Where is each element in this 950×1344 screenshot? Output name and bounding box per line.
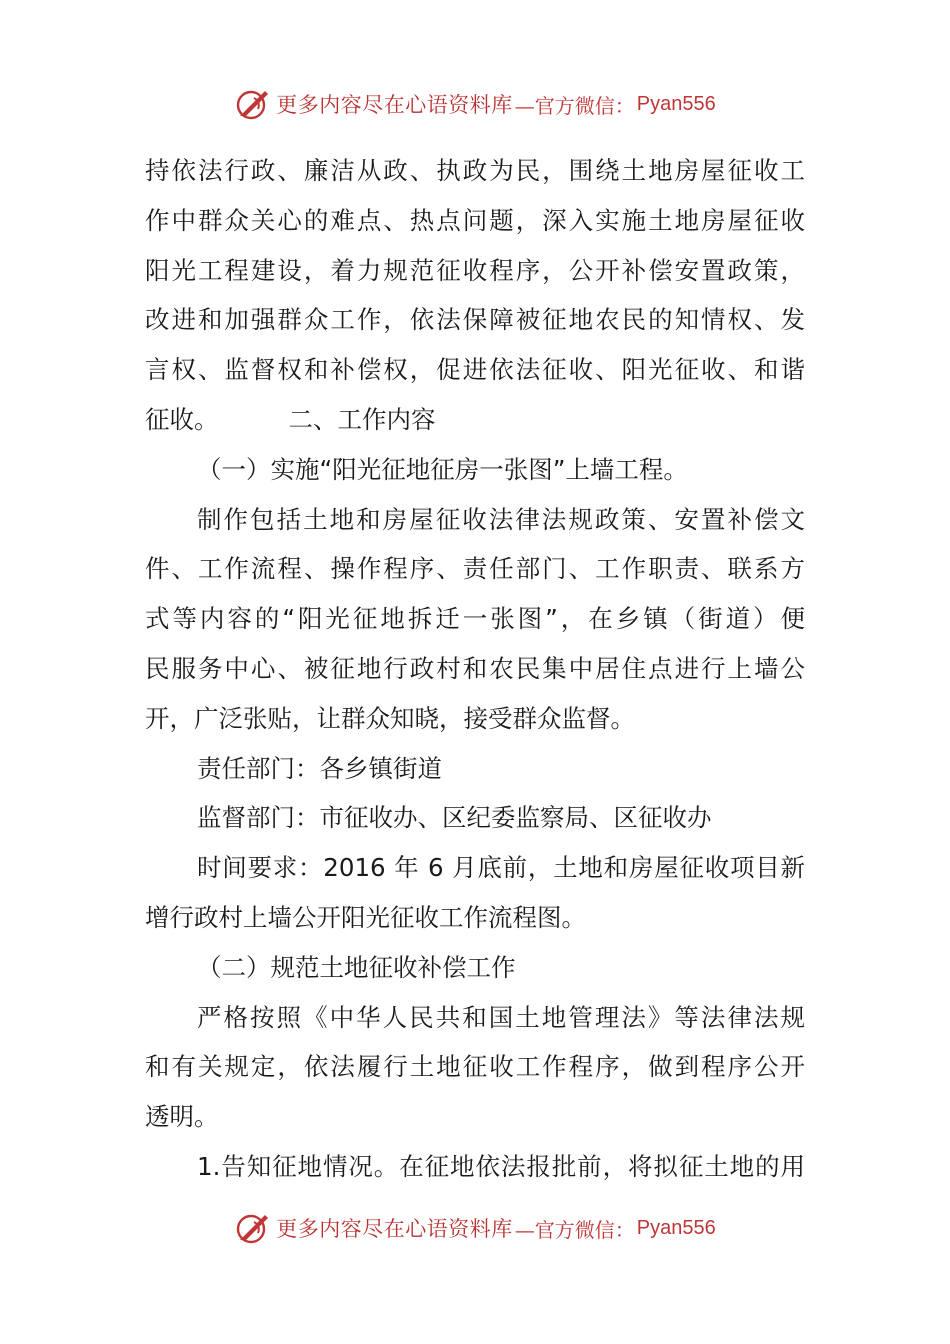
paragraph-line-mixed [145,395,805,445]
banner-wechat-id: Pyan556 [636,92,716,115]
paragraph-line: 阳光工程建设，着力规范征收程序，公开补偿安置政策， [145,255,805,285]
footer-banner [0,1208,950,1248]
subheading-1: （一）实施“阳光征地征房一张图”上墙工程。 [197,454,688,484]
banner-text-main: 更多内容尽在心语资料库 [276,93,513,117]
paragraph-line: 件、工作流程、操作程序、责任部门、工作职责、联系方 [145,554,805,584]
list-item-1: 1.告知征地情况。在征地依法报批前，将拟征土地的用 [197,1151,805,1181]
paragraph-line: 透明。 [145,1102,219,1132]
subheading-2: （二）规范土地征收补偿工作 [197,952,516,982]
banner-text-dash: —官方微信： [514,93,635,118]
paragraph-line: 式等内容的“阳光征地拆迁一张图”，在乡镇（街道）便 [145,604,805,634]
header-banner [0,84,950,124]
paragraph-line: 改进和加强群众工作，依法保障被征地农民的知情权、发 [145,305,805,335]
time-requirement: 时间要求：2016 年 6 月底前，土地和房屋征收项目新 [197,853,805,883]
document-body [145,146,805,1192]
paragraph-line: 制作包括土地和房屋征收法律法规政策、安置补偿文 [197,504,805,534]
paragraph-line: 和有关规定，依法履行土地征收工作程序，做到程序公开 [145,1052,805,1082]
paragraph-line: 持依法行政、廉洁从政、执政为民，围绕土地房屋征收工 [145,156,805,185]
banner-wechat-id: Pyan556 [636,1216,716,1239]
time-requirement-cont: 增行政村上墙公开阳光征收工作流程图。 [145,902,586,932]
paragraph-line: 民服务中心、被征地行政村和农民集中居住点进行上墙公 [145,653,805,683]
paragraph-line: 严格按照《中华人民共和国土地管理法》等法律法规 [197,1002,805,1032]
responsible-dept: 责任部门：各乡镇街道 [197,753,442,783]
quill-pen-icon [234,86,272,122]
banner-text-dash: —官方微信： [514,1217,635,1242]
paragraph-line: 言权、监督权和补偿权，促进依法征收、阳光征收、和谐 [145,355,805,385]
quill-pen-icon [234,1210,272,1246]
supervising-dept: 监督部门：市征收办、区纪委监察局、区征收办 [197,803,712,833]
banner-text-main: 更多内容尽在心语资料库 [276,1217,513,1241]
paragraph-line: 作中群众关心的难点、热点问题，深入实施土地房屋征收 [145,205,805,235]
paragraph-line: 开，广泛张贴，让群众知晓，接受群众监督。 [145,703,635,733]
paragraph-end: 征收。 [145,404,219,434]
section-heading: 二、工作内容 [288,404,436,434]
